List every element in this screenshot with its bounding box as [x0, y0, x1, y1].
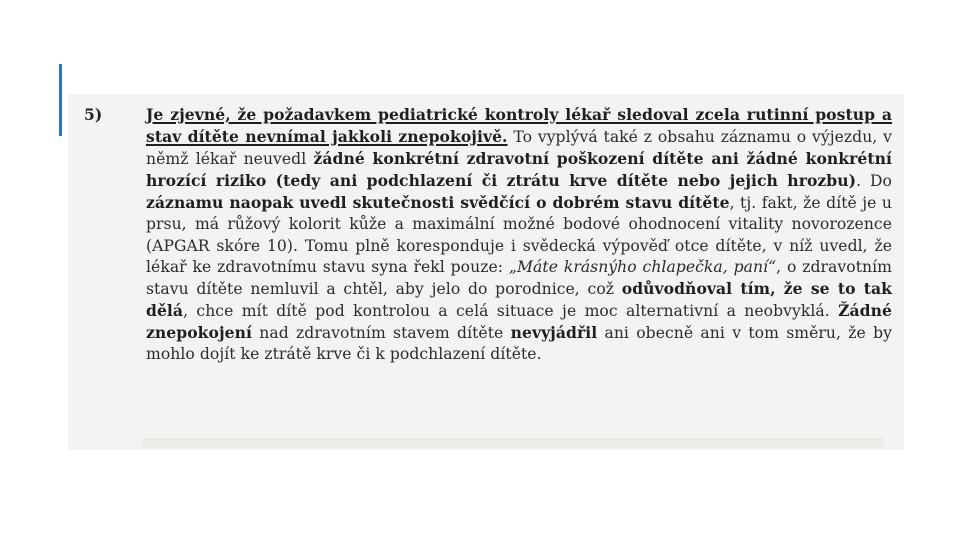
paragraph-number: 5) — [84, 105, 103, 124]
body-text: . Do — [856, 172, 892, 191]
body-text: , chce mít dítě pod kontrolou a celá situace je moc alternativní a neobvyklá. — [183, 301, 839, 320]
bold-text: žádné konkrétní zdravotní poškození dítěte ani žádné konkrétní hrozící riziko (tedy ani podchlazení či ztrátu krve dítěte nebo jejich hrozbu) — [146, 149, 892, 191]
bold-text: nevyjádřil — [510, 322, 598, 342]
accent-bar — [59, 64, 62, 136]
body-text: nad zdravotním stavem dítěte — [252, 323, 511, 342]
body-text: To vyplývá také z obsahu záznamu o výjezdu, v němž lékař neuvedl — [146, 128, 892, 169]
bold-text: Žádné znepokojení — [146, 300, 892, 342]
italic-quote: „Máte krásnýho chlapečka, paní“ — [508, 257, 777, 276]
bold-text: odůvodňoval tím, že se to tak dělá — [146, 278, 892, 320]
scanned-document-excerpt — [68, 94, 904, 450]
underlined-bold-statement: Je zjevné, že požadavkem pediatrické kontroly lékař sledoval zcela rutinní postup a stav dítěte nevnímal jakkoli znepokojivě. — [146, 105, 892, 147]
paragraph-5 — [84, 104, 892, 365]
body-text: , o zdravotním stavu dítěte nemluvil a chtěl, aby jelo do porodnice, což — [146, 257, 892, 298]
bold-text: záznamu naopak uvedl skutečnosti svědčící o dobrém stavu dítěte — [146, 193, 730, 213]
body-text: ani obecně ani v tom směru, že by mohlo dojít ke ztrátě krve či k podchlazení dítěte. — [146, 323, 892, 364]
body-text: , tj. fakt, že dítě je u prsu, má růžový kolorit kůže a maximální možné bodové ohodnocení vitality novorozence (APGAR skóre 10). Tomu plně koresponduje i svědecká výpověď otce dítěte, v níž uvedl, že lékař ke zdravotnímu stavu syna řekl pouze: — [146, 194, 892, 276]
faded-scan-edge — [142, 438, 884, 448]
